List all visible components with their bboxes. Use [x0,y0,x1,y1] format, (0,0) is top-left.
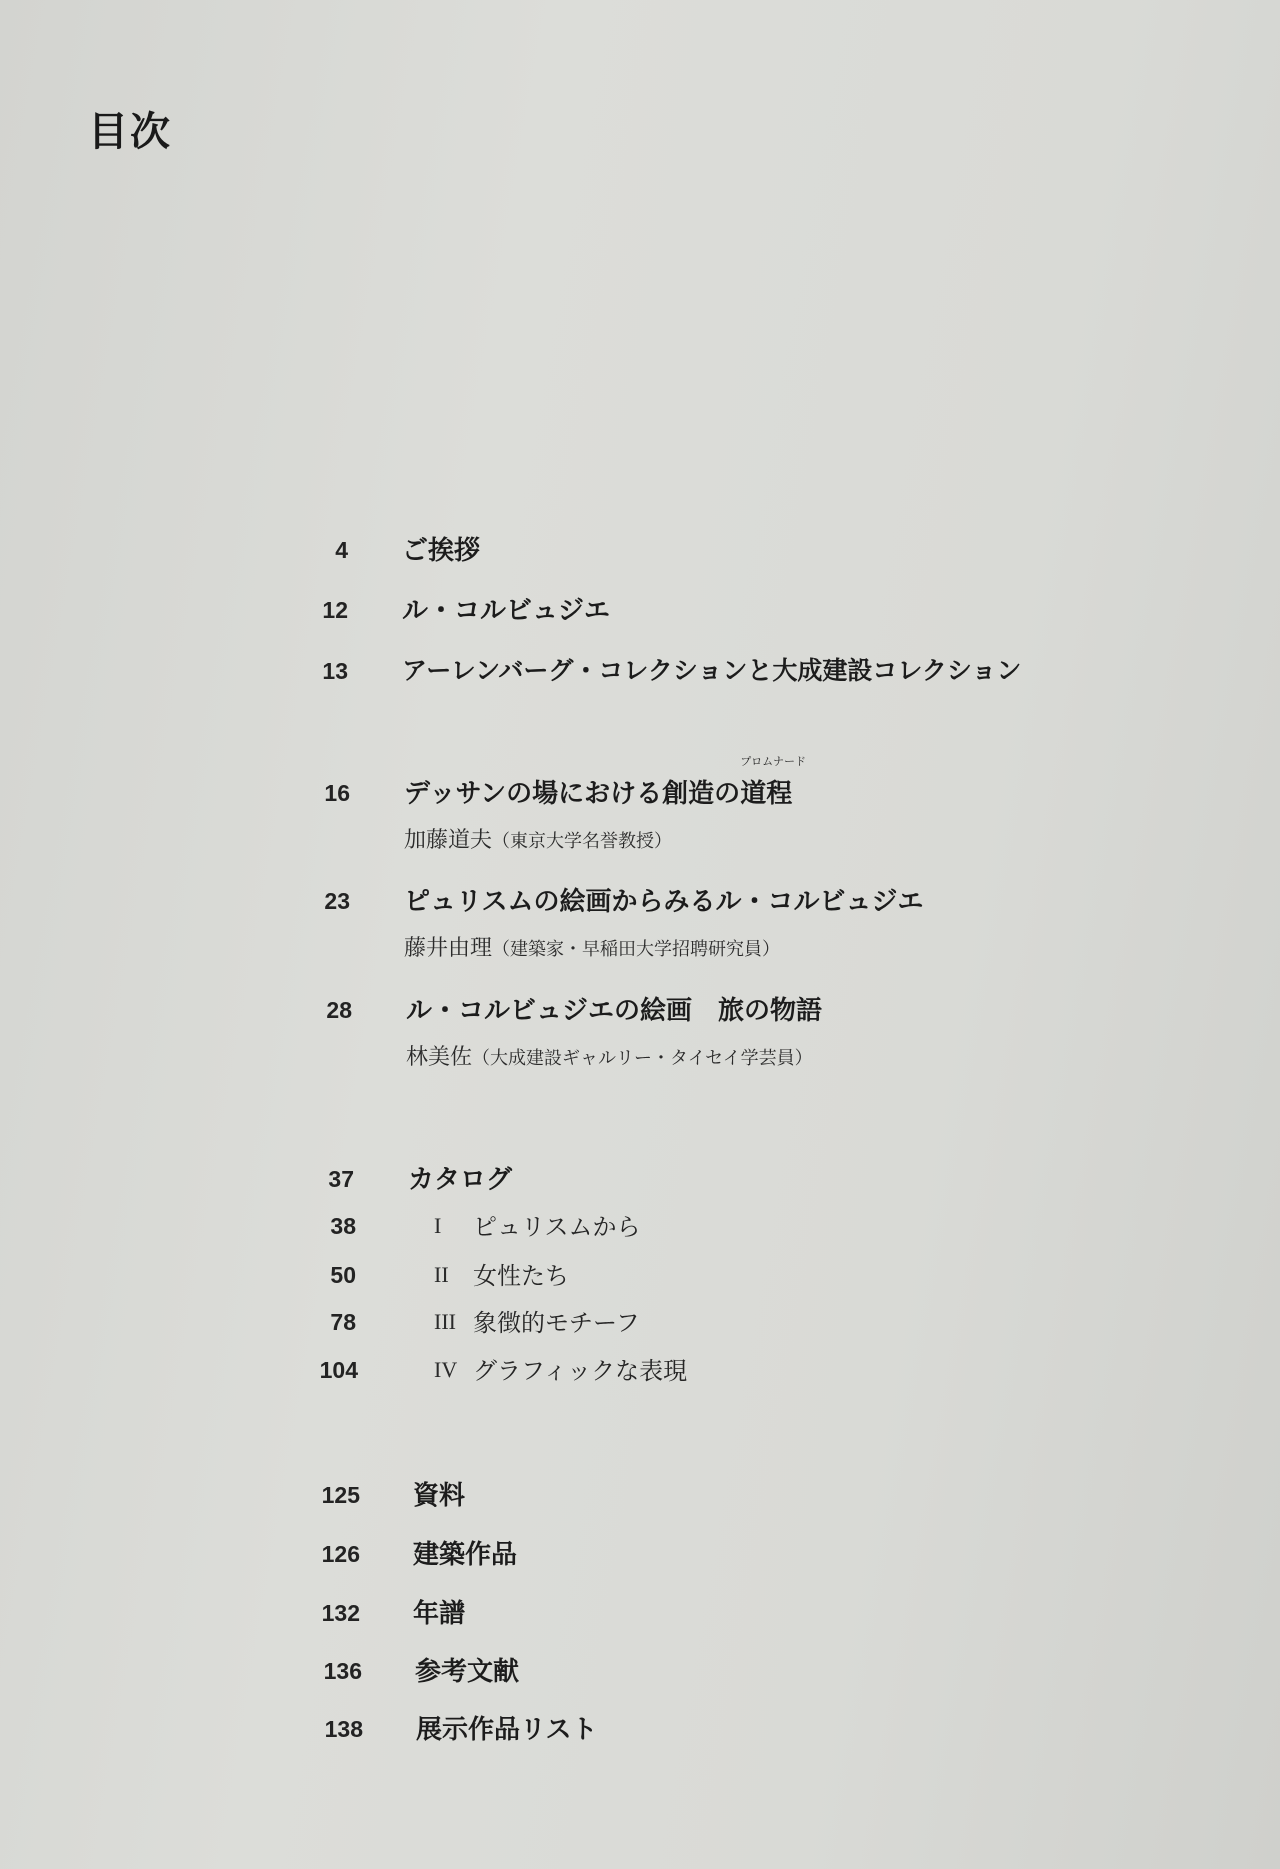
ruby-annotated-word [740,755,806,810]
ruby-base: 道程 [740,779,793,809]
entry-author [404,823,672,854]
page-number: 132 [321,1600,360,1626]
toc-entry-catalog-section-2[interactable] [0,1256,1280,1296]
toc-entry-essay-hayashi[interactable] [0,990,1280,1070]
page-number: 4 [335,537,348,563]
toc-entry-essay-kato[interactable] [0,755,1280,853]
page-number: 126 [321,1541,360,1567]
section-numeral: I [434,1213,442,1238]
page-number: 104 [319,1357,358,1383]
page-number: 125 [321,1482,360,1508]
entry-title: 建築作品 [413,1540,518,1570]
section-title: ピュリスムから [473,1213,641,1241]
page-number: 16 [324,780,350,806]
page-number: 136 [323,1658,362,1684]
entry-title: 年譜 [413,1599,466,1629]
section-title: グラフィックな表現 [473,1357,688,1385]
author-affiliation: （大成建設ギャルリー・タイセイ学芸員） [472,1048,813,1069]
toc-entry-collections[interactable] [0,651,1280,691]
page-number: 50 [330,1262,356,1288]
toc-entry-bibliography[interactable] [0,1651,1280,1691]
section-title: 象徴的モチーフ [473,1309,640,1337]
entry-title: カタログ [408,1165,513,1195]
toc-entry-essay-fujii[interactable] [0,881,1280,961]
toc-entry-chronology[interactable] [0,1593,1280,1633]
page-number: 28 [326,997,352,1023]
toc-entry-catalog-section-4[interactable] [0,1351,1280,1391]
toc-entry-greeting[interactable] [0,530,1280,570]
ruby-text: プロムナード [740,755,806,768]
entry-title [404,755,806,810]
entry-title: ご挨拶 [402,536,481,566]
section-numeral: III [434,1309,456,1334]
entry-title: 資料 [413,1481,466,1511]
author-name: 林美佐 [406,1045,473,1070]
entry-title-text: デッサンの場における創造の [404,779,741,809]
page-number: 12 [322,597,348,623]
toc-entry-le-corbusier[interactable] [0,590,1280,630]
section-numeral: II [434,1262,449,1287]
section-title: 女性たち [473,1262,569,1290]
entry-title: ピュリスムの絵画からみるル・コルビュジエ [404,887,924,917]
author-affiliation: （東京大学名誉教授） [492,831,673,852]
page-number: 37 [328,1166,354,1192]
author-affiliation: （建築家・早稲田大学招聘研究員） [492,939,781,960]
page-number: 138 [324,1716,363,1742]
toc-entry-materials[interactable] [0,1475,1280,1515]
entry-title: 参考文献 [415,1657,520,1687]
page-number: 13 [322,658,348,684]
toc-entry-catalog[interactable] [0,1159,1280,1199]
toc-entry-catalog-section-3[interactable] [0,1303,1280,1343]
toc-entry-catalog-section-1[interactable] [0,1207,1280,1247]
author-name: 藤井由理 [404,936,493,961]
page-number: 23 [324,888,350,914]
entry-author [404,931,780,962]
page-number: 38 [330,1213,356,1239]
author-name: 加藤道夫 [404,828,493,853]
page-title: 目次 [88,109,172,155]
toc-entry-architecture[interactable] [0,1534,1280,1574]
page-number: 78 [330,1309,356,1335]
toc-entry-works-list[interactable] [0,1709,1280,1749]
entry-title: ル・コルビュジエの絵画 旅の物語 [406,996,823,1026]
entry-title: 展示作品リスト [416,1715,598,1745]
entry-title: アーレンバーグ・コレクションと大成建設コレクション [402,656,1022,685]
section-numeral: IV [434,1357,458,1382]
entry-author [406,1040,813,1071]
entry-title: ル・コルビュジエ [402,596,611,626]
